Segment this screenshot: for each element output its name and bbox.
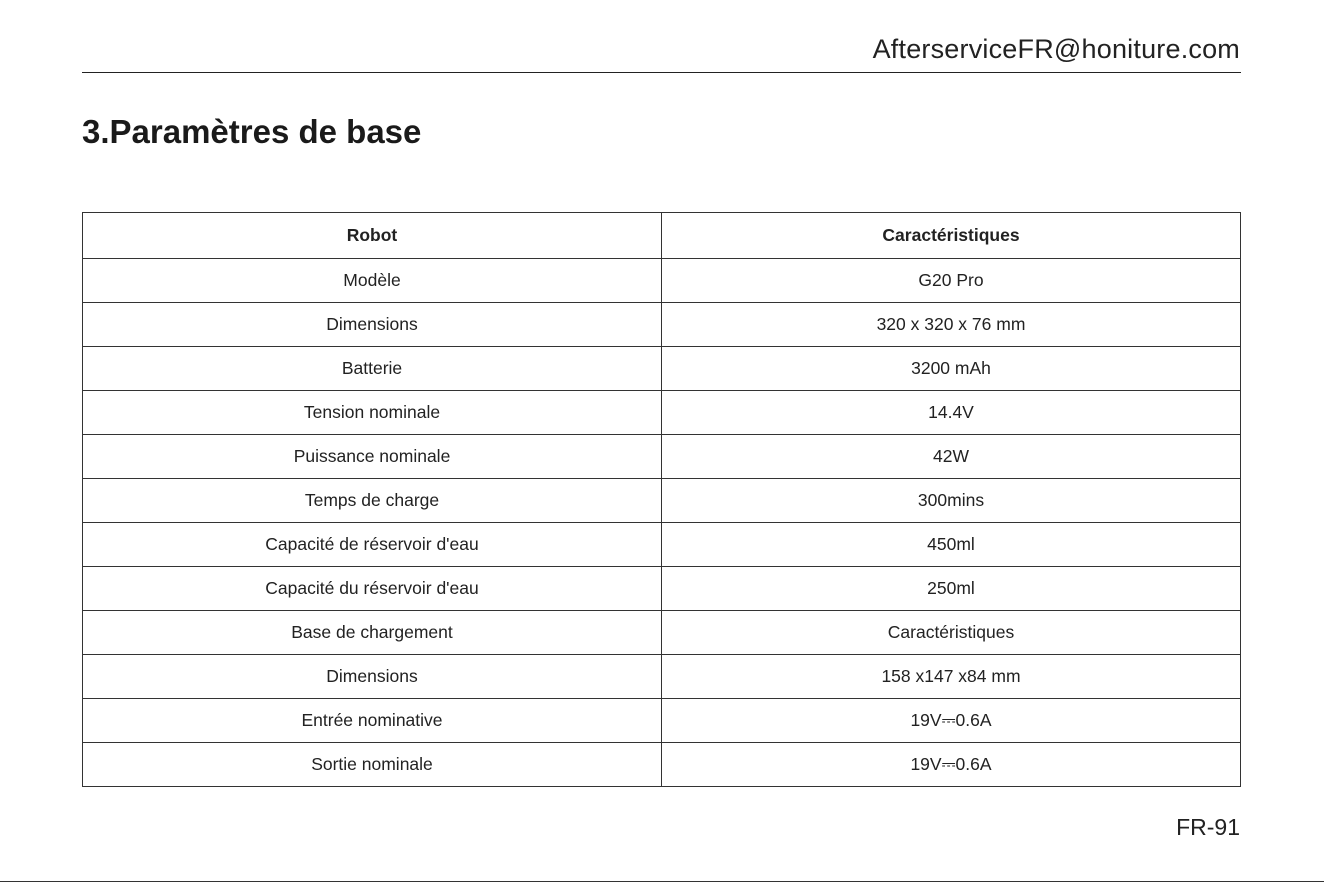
page-number: FR-91 [1176,814,1240,840]
spec-label: Batterie [83,347,662,391]
spec-table [82,212,1241,787]
spec-label: Sortie nominale [83,743,662,787]
spec-value: 19V⎓0.6A [662,699,1241,743]
spec-label: Puissance nominale [83,435,662,479]
table-row [83,391,1241,435]
table-row [83,567,1241,611]
spec-value: Caractéristiques [662,611,1241,655]
table-row [83,479,1241,523]
bottom-divider [0,881,1324,882]
spec-label: Dimensions [83,303,662,347]
spec-value: 42W [662,435,1241,479]
spec-label: Modèle [83,259,662,303]
spec-value: 158 x147 x84 mm [662,655,1241,699]
table-row [83,743,1241,787]
table-row [83,435,1241,479]
spec-value: 14.4V [662,391,1241,435]
spec-label: Tension nominale [83,391,662,435]
column-header-caracteristiques: Caractéristiques [662,213,1241,259]
spec-value: 3200 mAh [662,347,1241,391]
spec-value: 19V⎓0.6A [662,743,1241,787]
spec-label: Dimensions [83,655,662,699]
spec-label: Temps de charge [83,479,662,523]
spec-value: 300mins [662,479,1241,523]
header-email: AfterserviceFR@honiture.com [872,34,1240,64]
spec-label: Capacité de réservoir d'eau [83,523,662,567]
column-header-robot: Robot [83,213,662,259]
table-header-row [83,213,1241,259]
spec-label: Capacité du réservoir d'eau [83,567,662,611]
table-row [83,303,1241,347]
spec-value: 320 x 320 x 76 mm [662,303,1241,347]
header-divider [82,72,1241,73]
table-row [83,523,1241,567]
table-row [83,655,1241,699]
table-row [83,347,1241,391]
section-title: 3.Paramètres de base [82,113,422,150]
table-row [83,611,1241,655]
spec-value: 450ml [662,523,1241,567]
table-row [83,699,1241,743]
spec-value: 250ml [662,567,1241,611]
spec-label: Base de chargement [83,611,662,655]
spec-value: G20 Pro [662,259,1241,303]
spec-label: Entrée nominative [83,699,662,743]
table-row [83,259,1241,303]
